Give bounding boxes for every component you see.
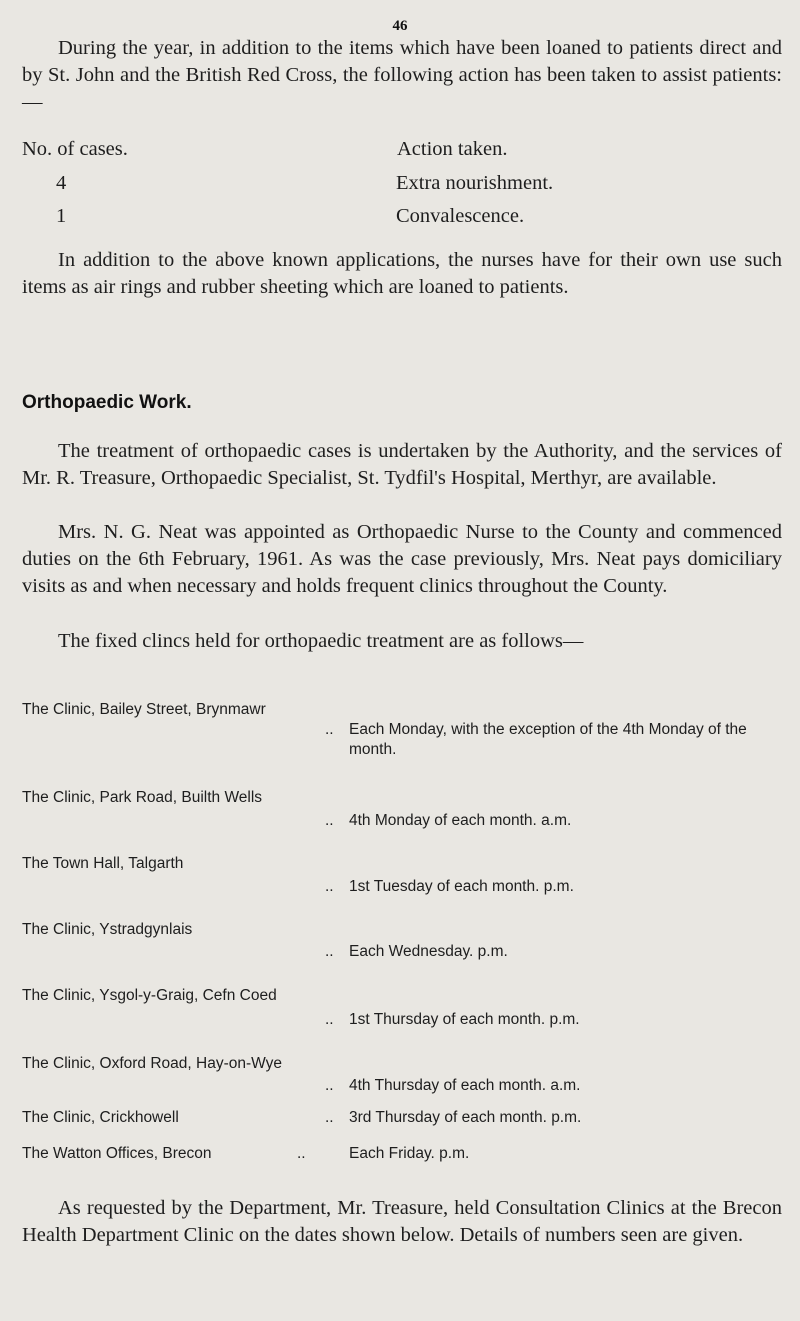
case-action: Convalescence.	[396, 205, 525, 227]
clinic-row	[22, 920, 782, 966]
clinic-leader-dots: ..	[325, 1077, 334, 1094]
ortho-paragraph-2: Mrs. N. G. Neat was appointed as Orthopaedic Nurse to the County and commenced duties on the 6th February, 1961. As was the case previously, Mrs. Neat pays domiciliary visits as and when necessary and holds frequent clinics throughout the County.	[22, 521, 782, 597]
clinic-time: 4th Monday of each month. a.m.	[349, 812, 572, 829]
closing-paragraph: As requested by the Department, Mr. Treasure, held Consultation Clinics at the Brecon Health Department Clinic on the dates shown below. Details of numbers seen are given.	[22, 1197, 782, 1246]
case-count: 4	[56, 172, 67, 194]
page-number: 46	[392, 18, 408, 34]
clinic-leader-dots: ..	[325, 1011, 334, 1028]
clinic-row	[22, 788, 782, 834]
case-count: 1	[56, 205, 67, 227]
clinic-place: The Clinic, Oxford Road, Hay-on-Wye	[22, 1055, 283, 1072]
intro-paragraph: During the year, in addition to the items which have been loaned to patients direct and by St. John and the British Red Cross, the following action has been taken to assist patients:—	[22, 37, 782, 113]
clinic-leader-dots: ..	[325, 878, 334, 895]
clinic-leader-dots: ..	[325, 1109, 334, 1126]
clinic-leader-dots: ..	[325, 943, 334, 960]
cases-table-row	[22, 172, 782, 198]
clinic-row	[22, 1108, 782, 1130]
ortho-paragraph-1: The treatment of orthopaedic cases is undertaken by the Authority, and the services of Mr. R. Treasure, Orthopaedic Specialist, St. Tydfil's Hospital, Merthyr, are available.	[22, 440, 782, 489]
section-heading: Orthopaedic Work.	[22, 392, 192, 413]
ortho-paragraph-3: The fixed clincs held for orthopaedic treatment are as follows—	[58, 630, 584, 652]
clinic-place: The Town Hall, Talgarth	[22, 855, 184, 872]
clinic-time: 4th Thursday of each month. a.m.	[349, 1077, 581, 1094]
clinic-time: Each Monday, with the exception of the 4th Monday of the month.	[349, 721, 747, 758]
clinic-time: Each Friday. p.m.	[349, 1145, 470, 1162]
clinic-row	[22, 1054, 782, 1100]
cases-table-row	[22, 205, 782, 231]
clinic-place: The Clinic, Park Road, Builth Wells	[22, 789, 263, 806]
clinic-leader-dots: ..	[325, 812, 334, 829]
clinic-row	[22, 700, 782, 758]
clinic-row	[22, 1144, 782, 1166]
clinic-row	[22, 986, 782, 1032]
clinic-time: 1st Tuesday of each month. p.m.	[349, 878, 574, 895]
clinic-time: 1st Thursday of each month. p.m.	[349, 1011, 580, 1028]
cases-table-header	[22, 138, 782, 164]
clinic-leader-dots: ..	[325, 721, 334, 738]
clinic-leader-dots: ..	[297, 1145, 306, 1162]
clinic-place: The Clinic, Crickhowell	[22, 1109, 179, 1126]
case-action: Extra nourishment.	[396, 172, 554, 194]
clinic-row	[22, 854, 782, 900]
clinic-time: 3rd Thursday of each month. p.m.	[349, 1109, 582, 1126]
clinic-time: Each Wednesday. p.m.	[349, 943, 508, 960]
cases-action-header: Action taken.	[397, 138, 508, 160]
clinic-place: The Clinic, Bailey Street, Brynmawr	[22, 701, 266, 718]
clinic-place: The Watton Offices, Brecon	[22, 1145, 212, 1162]
nurses-paragraph: In addition to the above known applications, the nurses have for their own use such items as air rings and rubber sheeting which are loaned to patients.	[22, 249, 782, 298]
clinic-place: The Clinic, Ysgol-y-Graig, Cefn Coed	[22, 987, 277, 1004]
clinic-place: The Clinic, Ystradgynlais	[22, 921, 193, 938]
cases-count-header: No. of cases.	[22, 138, 128, 160]
